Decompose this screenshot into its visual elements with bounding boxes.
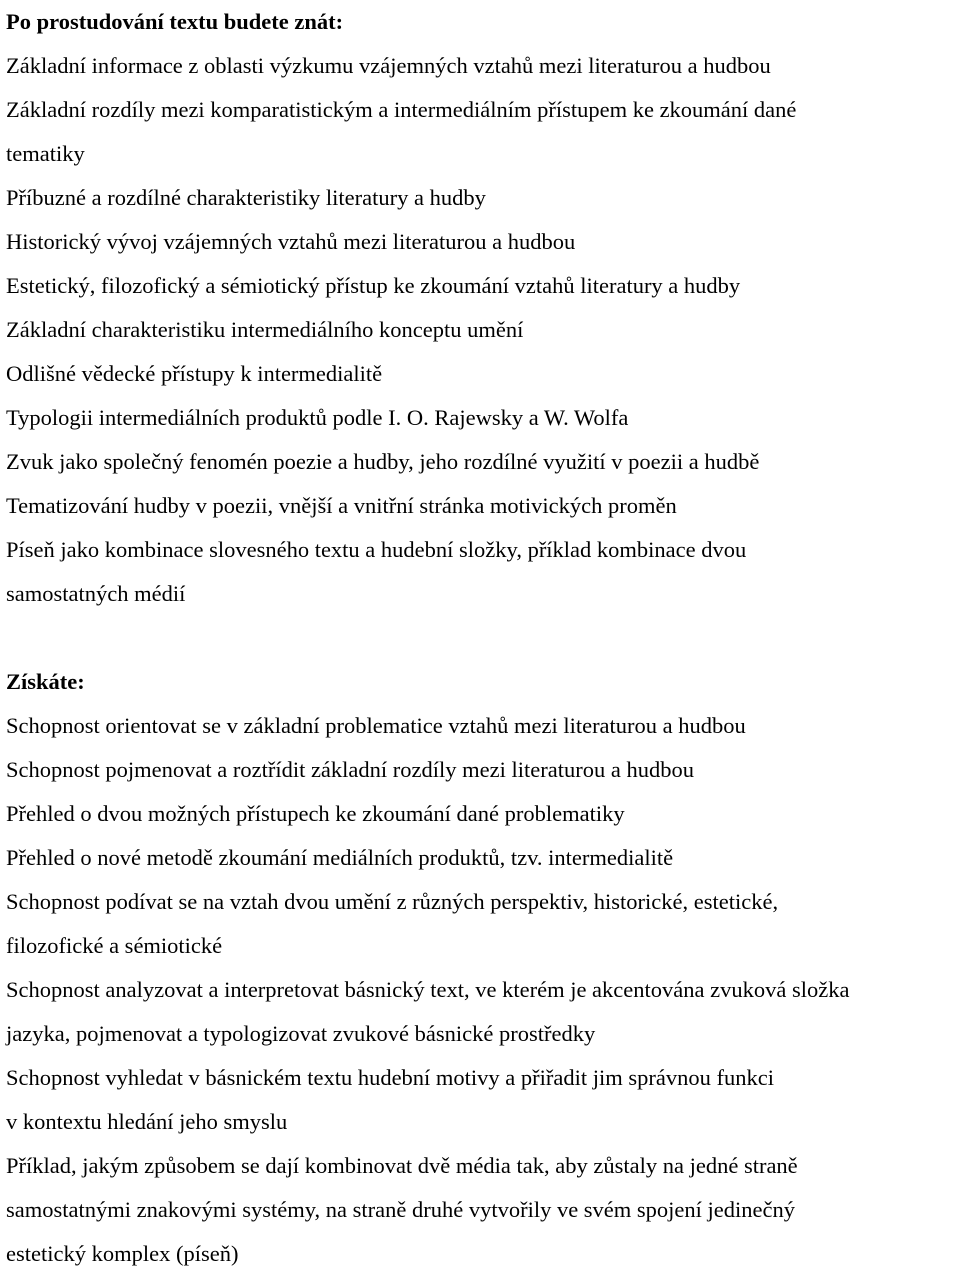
text-line: Píseň jako kombinace slovesného textu a hudební složky, příklad kombinace dvou (6, 537, 747, 562)
text-line: Přehled o nové metodě zkoumání mediálních produktů, tzv. intermedialitě (6, 845, 674, 870)
text-line: jazyka, pojmenovat a typologizovat zvukové básnické prostředky (6, 1021, 596, 1046)
document-page (6, 0, 958, 1276)
text-line: Estetický, filozofický a sémiotický přístup ke zkoumání vztahů literatury a hudby (6, 273, 741, 298)
text-line: Zvuk jako společný fenomén poezie a hudby, jeho rozdílné využití v poezii a hudbě (6, 449, 760, 474)
text-line: Schopnost podívat se na vztah dvou umění z různých perspektiv, historické, estetické, (6, 889, 779, 914)
text-line: Schopnost pojmenovat a roztřídit základní rozdíly mezi literaturou a hudbou (6, 757, 694, 782)
text-line: Základní charakteristiku intermediálního konceptu umění (6, 317, 524, 342)
section-spacer (6, 616, 958, 660)
text-line: samostatných médií (6, 581, 186, 606)
section-knowledge (6, 0, 958, 616)
text-line: Typologii intermediálních produktů podle I. O. Rajewsky a W. Wolfa (6, 405, 629, 430)
text-line: tematiky (6, 141, 85, 166)
section-heading-skills: Získáte: (6, 669, 85, 694)
text-line: v kontextu hledání jeho smyslu (6, 1109, 288, 1134)
text-line: Schopnost orientovat se v základní problematice vztahů mezi literaturou a hudbou (6, 713, 746, 738)
text-line: Schopnost analyzovat a interpretovat básnický text, ve kterém je akcentována zvuková složka (6, 977, 850, 1002)
section-skills (6, 660, 958, 1276)
text-line: Příklad, jakým způsobem se dají kombinovat dvě média tak, aby zůstaly na jedné straně (6, 1153, 798, 1178)
text-line: Odlišné vědecké přístupy k intermedialitě (6, 361, 383, 386)
text-line: Přehled o dvou možných přístupech ke zkoumání dané problematiky (6, 801, 625, 826)
text-line: Historický vývoj vzájemných vztahů mezi literaturou a hudbou (6, 229, 576, 254)
text-line: samostatnými znakovými systémy, na straně druhé vytvořily ve svém spojení jedinečný (6, 1197, 796, 1222)
text-line: Základní informace z oblasti výzkumu vzájemných vztahů mezi literaturou a hudbou (6, 53, 771, 78)
section-heading-knowledge: Po prostudování textu budete znát: (6, 9, 344, 34)
text-line: Schopnost vyhledat v básnickém textu hudební motivy a přiřadit jim správnou funkci (6, 1065, 774, 1090)
text-line: filozofické a sémiotické (6, 933, 223, 958)
text-line: Základní rozdíly mezi komparatistickým a intermediálním přístupem ke zkoumání dané (6, 97, 797, 122)
text-line: Příbuzné a rozdílné charakteristiky literatury a hudby (6, 185, 486, 210)
text-line: estetický komplex (píseň) (6, 1241, 239, 1266)
text-line: Tematizování hudby v poezii, vnější a vnitřní stránka motivických proměn (6, 493, 677, 518)
